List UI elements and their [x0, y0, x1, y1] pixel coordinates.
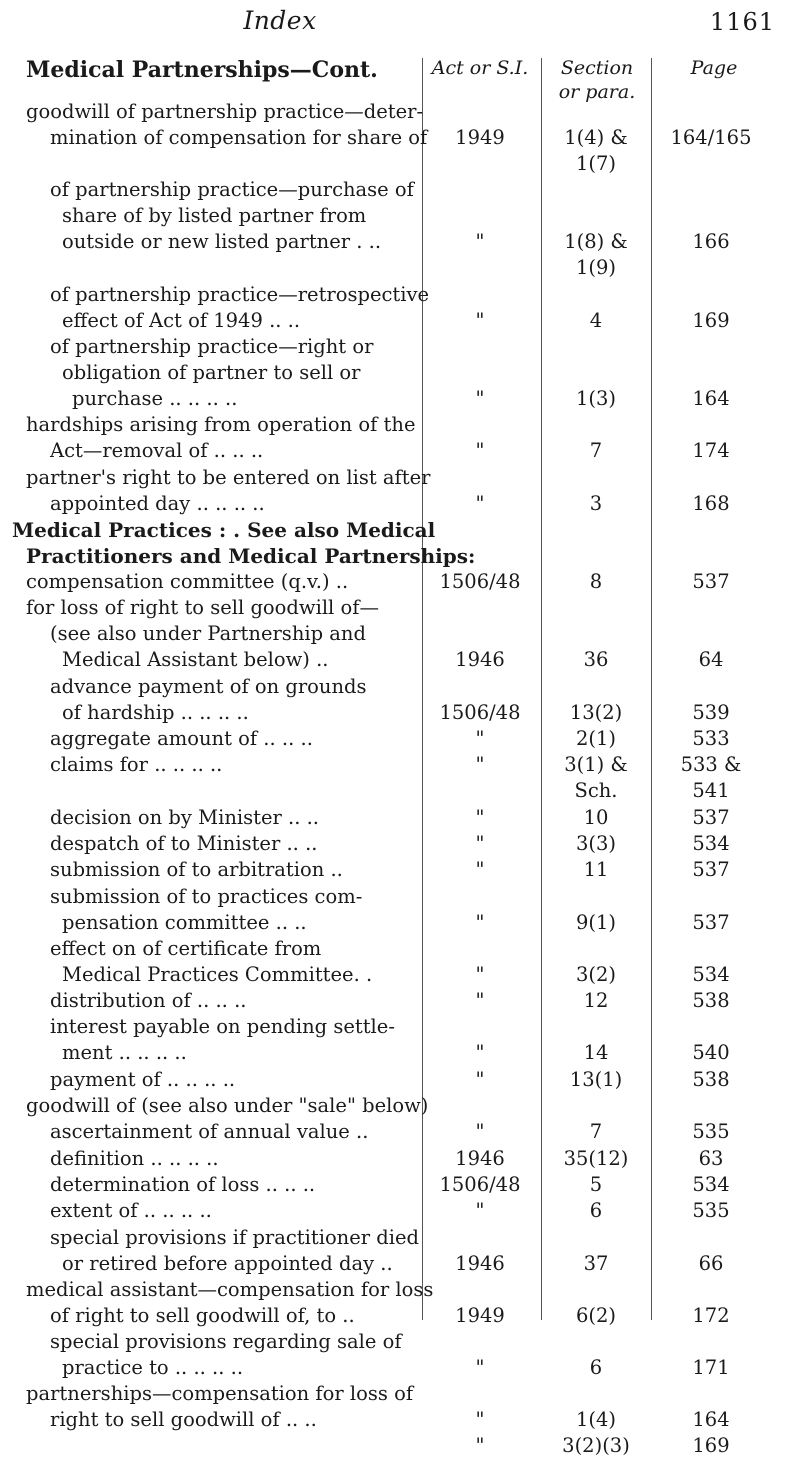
act-reference: 1946: [455, 1251, 505, 1275]
page-reference: 166: [692, 230, 730, 254]
section-reference: 6(2): [575, 1303, 617, 1327]
entry-text: advance payment of on grounds: [50, 674, 367, 698]
page-reference: 63: [698, 1146, 724, 1170]
entry-text: Medical Practices Committee. .: [62, 962, 373, 986]
act-reference: ": [475, 1356, 485, 1380]
entry-text: pensation committee .. ..: [62, 910, 307, 934]
section-title: Medical Partnerships—Cont.: [26, 57, 378, 83]
section-reference: 1(4): [575, 1408, 617, 1432]
page-reference: 534: [692, 1172, 730, 1196]
act-reference: ": [475, 1041, 485, 1065]
entry-text: hardships arising from operation of the: [26, 413, 416, 437]
section-reference: 6: [589, 1356, 603, 1380]
page-reference: 534: [692, 962, 730, 986]
entry-text: partner's right to be entered on list after: [26, 465, 431, 489]
act-reference: ": [475, 962, 485, 986]
page-reference: 535: [692, 1199, 730, 1223]
section-reference: 8: [589, 570, 603, 594]
section-reference: 1(8) &: [564, 230, 628, 254]
section-reference: 12: [583, 989, 609, 1013]
entry-text: of partnership practice—right or: [50, 334, 374, 358]
page-reference: 533 &: [680, 753, 742, 777]
section-reference: 7: [589, 1120, 603, 1144]
page-reference: 538: [692, 989, 730, 1013]
act-reference: 1946: [455, 1146, 505, 1170]
act-reference: ": [475, 910, 485, 934]
act-reference: 1506/48: [439, 1172, 521, 1196]
entry-text: despatch of to Minister .. ..: [50, 831, 318, 855]
entry-text: for loss of right to sell goodwill of—: [26, 596, 379, 620]
act-reference: ": [475, 1408, 485, 1432]
page-reference: 537: [692, 570, 730, 594]
act-reference: ": [475, 805, 485, 829]
page-number: 1161: [709, 8, 775, 36]
entry-text: special provisions regarding sale of: [50, 1330, 402, 1354]
section-reference: 13(1): [569, 1067, 623, 1091]
entry-text: special provisions if practitioner died: [50, 1225, 420, 1249]
entry-text: ascertainment of annual value ..: [50, 1120, 369, 1144]
act-reference: ": [475, 727, 485, 750]
entry-text: effect of Act of 1949 .. ..: [62, 308, 301, 332]
page-reference: 539: [692, 700, 730, 724]
page-reference: 540: [692, 1041, 730, 1065]
act-reference: ": [475, 1199, 485, 1223]
entry-text: obligation of partner to sell or: [62, 360, 361, 384]
page-reference: 164: [692, 386, 730, 410]
entry-text: compensation committee (q.v.) ..: [26, 570, 349, 594]
entry-text: of partnership practice—retrospective: [50, 282, 430, 306]
entry-text: (see also under Partnership and: [50, 622, 366, 646]
section-reference: 1(3): [575, 386, 617, 410]
section-reference: 2(1): [575, 727, 617, 750]
entry-text: payment of .. .. .. ..: [50, 1067, 236, 1091]
act-reference: 1949: [455, 126, 505, 149]
page-reference: 537: [692, 910, 730, 934]
entry-text: of hardship .. .. .. ..: [62, 700, 249, 724]
entry-text: of partnership practice—purchase of: [50, 178, 414, 202]
page-reference: 538: [692, 1067, 730, 1091]
entry-text: determination of loss .. .. ..: [50, 1172, 316, 1196]
entry-text: share of by listed partner from: [62, 204, 367, 228]
page-reference: 171: [692, 1356, 730, 1380]
entry-text: right to sell goodwill of .. ..: [50, 1408, 317, 1432]
entry-text: aggregate amount of .. .. ..: [50, 727, 313, 750]
page-reference: 537: [692, 858, 730, 882]
act-reference: ": [475, 491, 485, 515]
act-reference: ": [475, 308, 485, 332]
running-head-title: Index: [243, 6, 317, 35]
act-reference: ": [475, 753, 485, 777]
entry-text: or retired before appointed day ..: [62, 1251, 393, 1275]
section-reference: 5: [589, 1172, 603, 1196]
page-reference: 169: [692, 1434, 730, 1458]
section-reference: 7: [589, 439, 603, 463]
page-reference: 169: [692, 308, 730, 332]
page-reference: 535: [692, 1120, 730, 1144]
section-reference: 3(1) &: [564, 753, 628, 777]
column-header-act: Act or S.I.: [431, 57, 529, 79]
entry-text: submission of to arbitration ..: [50, 858, 343, 882]
act-reference: 1506/48: [439, 700, 521, 724]
section-reference: 10: [583, 805, 609, 829]
entry-text: Act—removal of .. .. ..: [50, 439, 264, 463]
entry-text: ment .. .. .. ..: [62, 1041, 187, 1065]
section-reference: 14: [583, 1041, 609, 1065]
act-reference: ": [475, 989, 485, 1013]
act-reference: ": [475, 1434, 485, 1458]
act-reference: 1949: [455, 1303, 505, 1327]
entry-text: effect on of certificate from: [50, 936, 322, 960]
section-reference: 3(2): [575, 962, 617, 986]
section-reference: 3(2)(3): [562, 1434, 630, 1458]
act-reference: ": [475, 386, 485, 410]
section-reference: 9(1): [575, 910, 617, 934]
page-reference: 164/165: [670, 126, 752, 149]
act-reference: ": [475, 1120, 485, 1144]
page-reference: 537: [692, 805, 730, 829]
entry-text: appointed day .. .. .. ..: [50, 491, 265, 515]
section-reference: 37: [583, 1251, 609, 1275]
entry-text: partnerships—compensation for loss of: [26, 1382, 414, 1406]
entry-text: Medical Assistant below) ..: [62, 648, 329, 672]
entry-text: practice to .. .. .. ..: [62, 1356, 244, 1380]
entry-text: submission of to practices com-: [50, 884, 363, 908]
entry-text: outside or new listed partner . ..: [62, 230, 382, 254]
entry-text: definition .. .. .. ..: [50, 1146, 219, 1170]
section-reference: 1(7): [575, 152, 617, 175]
act-reference: 1946: [455, 648, 505, 672]
page-reference: 174: [692, 439, 730, 463]
entry-text: extent of .. .. .. ..: [50, 1199, 212, 1223]
section-reference: 35(12): [563, 1146, 629, 1170]
section-reference: 1(9): [575, 256, 617, 280]
page-reference: 533: [692, 727, 730, 750]
page-reference: 66: [698, 1251, 724, 1275]
entry-text: goodwill of partnership practice—deter-: [26, 100, 424, 123]
section-reference: 3(3): [575, 831, 617, 855]
page-reference: 534: [692, 831, 730, 855]
section-reference: 4: [589, 308, 603, 332]
act-reference: ": [475, 858, 485, 882]
section-reference: 11: [583, 858, 609, 882]
act-reference: ": [475, 831, 485, 855]
entry-text: mination of compensation for share of: [50, 126, 428, 149]
entry-text: purchase .. .. .. ..: [72, 386, 238, 410]
act-reference: ": [475, 1067, 485, 1091]
act-reference: ": [475, 230, 485, 254]
page-reference: 541: [692, 779, 730, 803]
section-reference: Sch.: [574, 779, 618, 803]
section-reference: 6: [589, 1199, 603, 1223]
entry-text: distribution of .. .. ..: [50, 989, 247, 1013]
column-header-page: Page: [690, 57, 738, 79]
entry-text: goodwill of (see also under "sale" below): [26, 1094, 429, 1117]
entry-text: of right to sell goodwill of, to ..: [50, 1303, 355, 1327]
section-reference: 1(4) &: [564, 126, 628, 149]
page-reference: 164: [692, 1408, 730, 1432]
entry-text: claims for .. .. .. ..: [50, 753, 223, 777]
section-reference: 36: [583, 648, 609, 672]
page-reference: 64: [698, 648, 724, 672]
page-reference: 168: [692, 491, 730, 515]
column-header-section: Section or para.: [558, 57, 636, 103]
section-reference: 13(2): [569, 700, 623, 724]
entry-text: Practitioners and Medical Partnerships:: [26, 543, 476, 568]
entry-text: decision on by Minister .. ..: [50, 805, 320, 829]
act-reference: 1506/48: [439, 570, 521, 594]
page-reference: 172: [692, 1303, 730, 1327]
entry-text: interest payable on pending settle-: [50, 1015, 395, 1039]
section-reference: 3: [589, 491, 603, 515]
entry-text: medical assistant—compensation for loss: [26, 1277, 434, 1301]
entry-text: Medical Practices : . See also Medical: [12, 517, 436, 542]
act-reference: ": [475, 439, 485, 463]
